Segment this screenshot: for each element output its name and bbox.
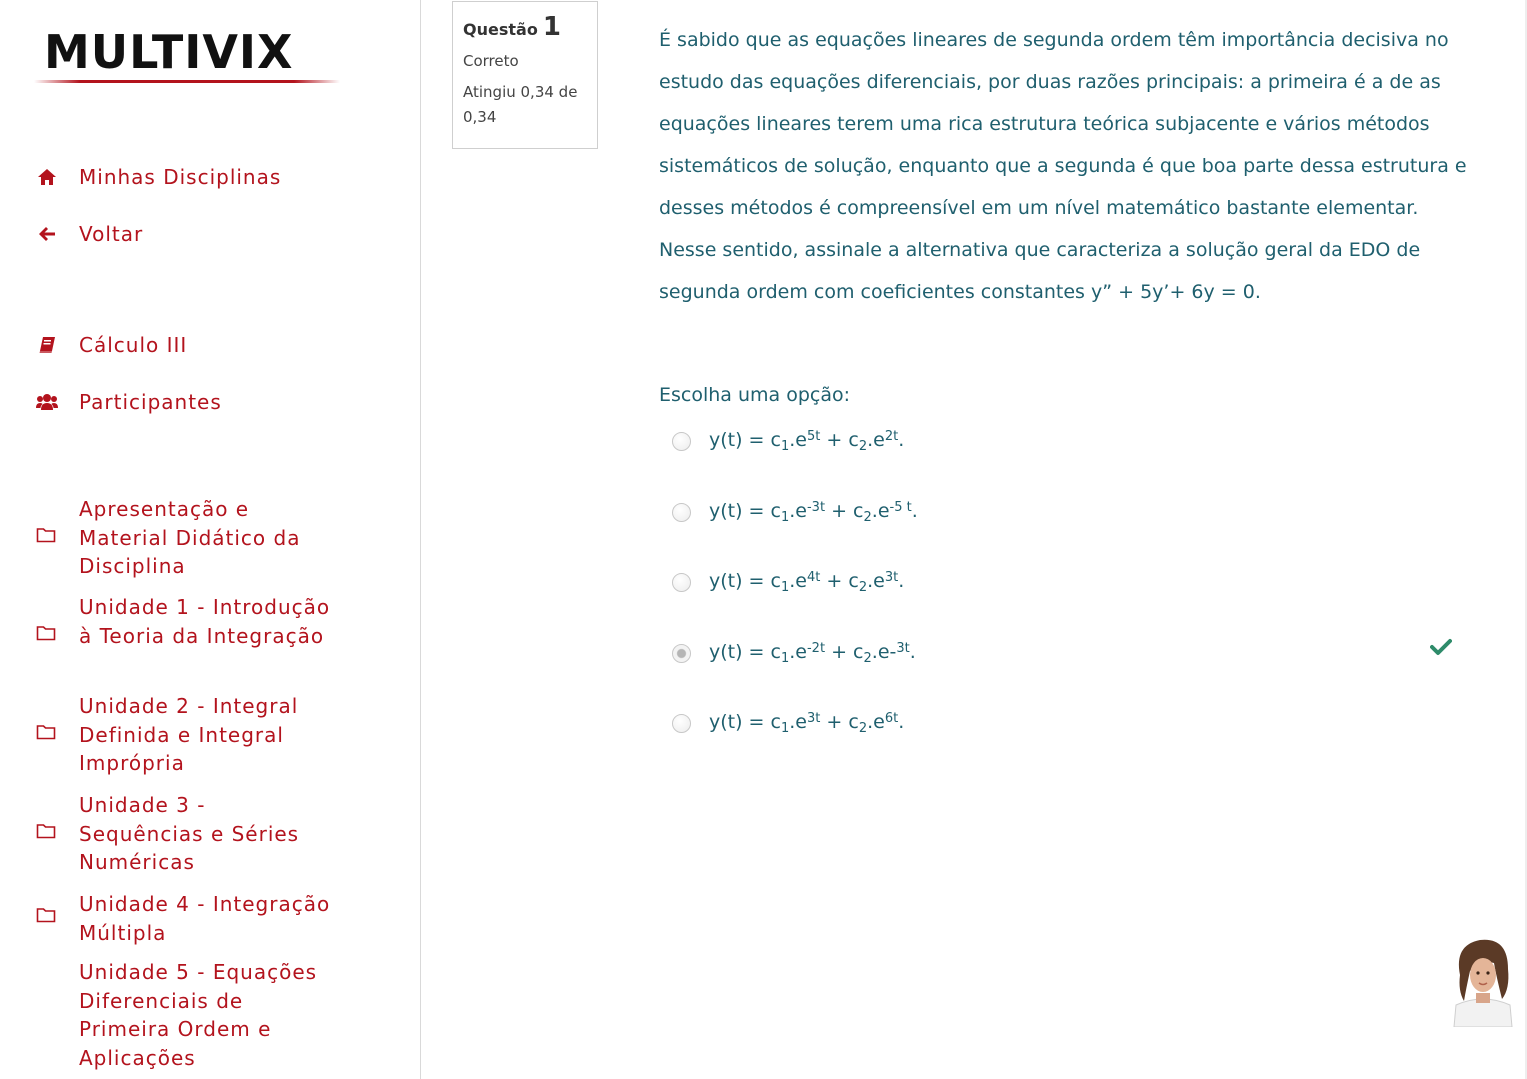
option-formula: $y(t) = c_1.e^{3t} + c_2.e^{6t}$. [709, 710, 905, 736]
option-radio[interactable] [672, 644, 691, 663]
home-icon [36, 166, 58, 188]
option-formula: $y(t) = c_1.e^{-2t} + c_2.e-^{3t}$. [709, 640, 916, 666]
assistant-avatar[interactable] [1450, 935, 1516, 1027]
section-label: Unidade 1 - Introdução à Teoria da Integração [79, 595, 331, 648]
nav-label: Voltar [79, 222, 144, 246]
folder-icon [36, 721, 58, 743]
section-unidade-2[interactable] [36, 694, 336, 775]
section-unidade-1[interactable] [36, 595, 336, 648]
folder-icon [36, 622, 58, 644]
section-unidade-3[interactable] [36, 793, 336, 874]
section-label: Unidade 2 - Integral Definida e Integral Imprópria [79, 694, 299, 775]
option-radio[interactable] [672, 432, 691, 451]
multivix-logo[interactable] [34, 26, 340, 88]
users-icon [36, 391, 58, 413]
nav-label: Cálculo III [79, 333, 188, 357]
nav-minhas-disciplinas[interactable] [36, 165, 282, 189]
check-icon [1430, 638, 1452, 656]
option-radio[interactable] [672, 714, 691, 733]
section-label: Unidade 4 - Integração Múltipla [79, 892, 331, 945]
logo-text: MULTIVIX [44, 25, 294, 79]
nav-voltar[interactable] [36, 222, 144, 246]
answer-option[interactable] [672, 562, 1472, 602]
option-formula: $y(t) = c_1.e^{-3t} + c_2.e^{-5 t}$. [709, 499, 918, 525]
book-icon [36, 334, 58, 356]
logo-underline [34, 80, 340, 83]
nav-participantes[interactable] [36, 390, 222, 414]
section-label: Apresentação e Material Didático da Disciplina [79, 497, 301, 578]
option-formula: $y(t) = c_1.e^{5t} + c_2.e^{2t}$. [709, 428, 905, 454]
choose-option-prompt: Escolha uma opção: [659, 384, 851, 406]
question-info [452, 1, 598, 149]
section-label: Unidade 3 - Sequências e Séries Numéricas [79, 793, 300, 874]
answer-option[interactable] [672, 492, 1472, 532]
question-status: Correto [463, 52, 519, 70]
option-radio[interactable] [672, 503, 691, 522]
arrow-left-icon [36, 223, 58, 245]
question-label: Questão [463, 20, 538, 39]
question-grade: Atingiu 0,34 de 0,34 [463, 83, 578, 126]
option-radio[interactable] [672, 573, 691, 592]
folder-icon [36, 820, 58, 842]
option-formula: $y(t) = c_1.e^{4t} + c_2.e^{3t}$. [709, 569, 905, 595]
section-label: Unidade 5 - Equações Diferenciais de Primeira Ordem e Aplicações [79, 960, 318, 1070]
answer-option[interactable] [672, 703, 1472, 743]
question-text: É sabido que as equações lineares de segunda ordem têm importância decisiva no estudo das equações diferenciais, por duas razões principais: a primeira é a de as equações lineares terem uma rica estrutura teórica subjacente e vários métodos sistemáticos de solução, enquanto que a segunda é que boa parte dessa estrutura e desses métodos é compreensível em um nível matemático bastante elementar. Nesse sentido, assinale a alternativa que caracteriza a solução geral da EDO de segunda ordem com coeficientes constantes y” + 5y’+ 6y = 0. [659, 29, 1467, 303]
folder-icon [36, 904, 58, 926]
answer-option[interactable] [672, 421, 1472, 461]
question-number: 1 [542, 12, 561, 42]
nav-calculo-iii[interactable] [36, 333, 188, 357]
sidebar [0, 0, 421, 1079]
answer-option[interactable] [672, 633, 1472, 673]
folder-icon [36, 524, 58, 546]
section-unidade-4[interactable] [36, 892, 336, 945]
nav-label: Minhas Disciplinas [79, 165, 282, 189]
nav-label: Participantes [79, 390, 222, 414]
section-apresentacao[interactable] [36, 497, 336, 578]
